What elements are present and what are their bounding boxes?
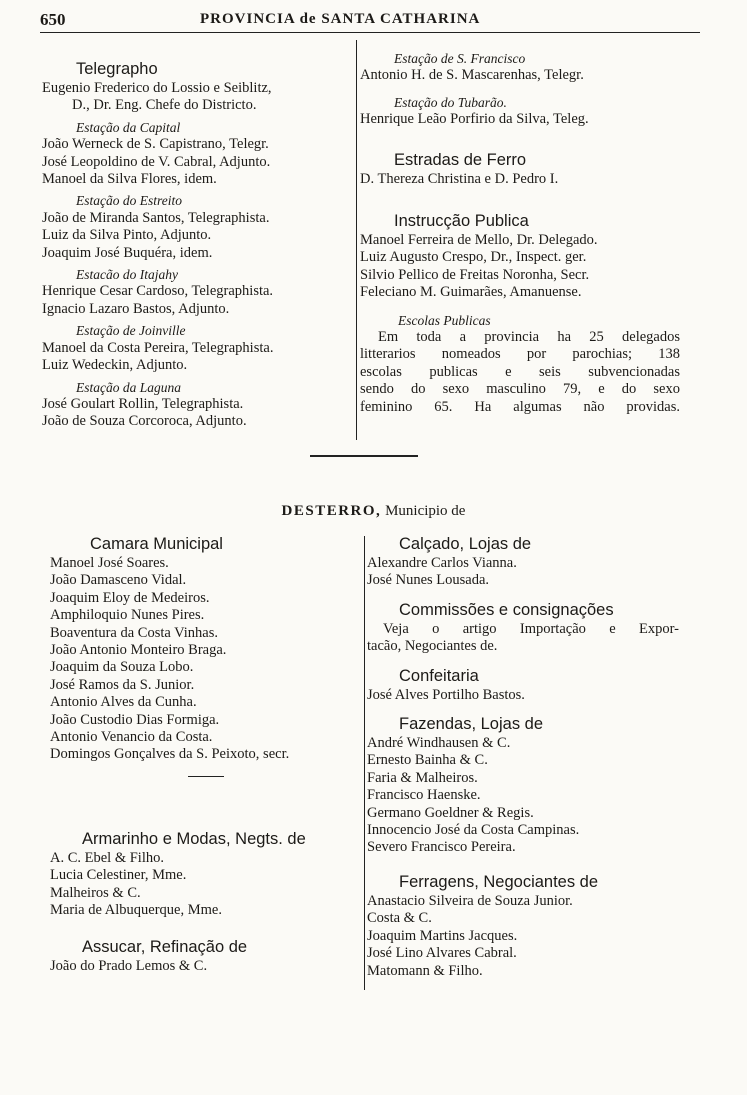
subhead-capital: Estação da Capital (76, 119, 181, 135)
entry-line: Severo Francisco Pereira. (367, 839, 516, 856)
paragraph-line: tacão, Negociantes de. (367, 638, 498, 655)
subhead-tubarao: Estação do Tubarão. (394, 94, 507, 110)
subhead-itajahy: Estacão do Itajahy (76, 267, 178, 283)
page-number: 650 (40, 10, 66, 29)
entry-line: Domingos Gonçalves da S. Peixoto, secr. (50, 746, 290, 763)
heading-telegrapho: Telegrapho (76, 60, 158, 78)
entry-line: Boaventura da Costa Vinhas. (50, 624, 218, 641)
entry-line: Luiz Wedeckin, Adjunto. (42, 357, 188, 374)
entry-line: José Lino Alvares Cabral. (367, 945, 517, 962)
entry-line: Lucia Celestiner, Mme. (50, 867, 187, 884)
entry-line: Ignacio Lazaro Bastos, Adjunto. (42, 300, 230, 317)
entry-line: José Goulart Rollin, Telegraphista. (42, 395, 244, 412)
entry-line: Silvio Pellico de Freitas Noronha, Secr. (360, 266, 590, 283)
section-separator (310, 455, 418, 457)
entry-line: Malheiros & C. (50, 884, 141, 901)
subhead-sao-francisco: Estação de S. Francisco (394, 51, 526, 66)
entry-line: D., Dr. Eng. Chefe do Districto. (72, 97, 257, 114)
paragraph-line: feminino 65. Ha algumas não providas. (360, 398, 680, 415)
section-title-bold: DESTERRO, (281, 503, 382, 519)
entry-line: Joaquim Eloy de Medeiros. (50, 589, 210, 606)
entry-line: Henrique Cesar Cardoso, Telegraphista. (42, 283, 274, 300)
entry-line: André Windhausen & C. (367, 735, 511, 752)
entry-line: Luiz da Silva Pinto, Adjunto. (42, 227, 212, 244)
heading-camara: Camara Municipal (90, 535, 223, 553)
column-divider (356, 40, 357, 440)
entry-line: João de Miranda Santos, Telegraphista. (42, 209, 270, 226)
top-left-column (42, 58, 352, 431)
entry-line: Manoel da Costa Pereira, Telegraphista. (42, 339, 274, 356)
entry-line: José Leopoldino de V. Cabral, Adjunto. (42, 153, 271, 170)
paragraph-line: Veja o artigo Importação e Expor- (383, 620, 679, 637)
subhead-laguna: Estação da Laguna (76, 379, 182, 395)
bottom-left-column-continued (50, 828, 360, 975)
entry-line: Joaquim Martins Jacques. (367, 927, 518, 944)
entry-line: Anastacio Silveira de Souza Junior. (367, 892, 573, 909)
entry-line: Faria & Malheiros. (367, 769, 478, 786)
bottom-right-column (367, 533, 687, 980)
entry-line: José Ramos da S. Junior. (50, 676, 195, 693)
entry-line: João Damasceno Vidal. (50, 572, 187, 589)
heading-armarinho: Armarinho e Modas, Negts. de (82, 830, 306, 848)
entry-line: José Alves Portilho Bastos. (367, 686, 525, 703)
page-header (40, 6, 700, 33)
entry-line: João de Souza Corcoroca, Adjunto. (42, 413, 247, 430)
entry-line: Joaquim da Souza Lobo. (50, 659, 194, 676)
entry-line: Germano Goeldner & Regis. (367, 804, 534, 821)
section-title (0, 503, 747, 520)
entry-line: A. C. Ebel & Filho. (50, 850, 164, 866)
subhead-joinville: Estação de Joinville (76, 323, 186, 339)
paragraph-line: litterarios nomeados por parochias; 138 (360, 346, 680, 363)
section-title-rest: Municipio de (381, 503, 466, 519)
heading-fazendas: Fazendas, Lojas de (399, 715, 544, 734)
entry-line: Manoel Ferreira de Mello, Dr. Delegado. (360, 232, 598, 249)
entry-line: Feleciano M. Guimarães, Amanuense. (360, 284, 582, 301)
entry-line: Antonio Alves da Cunha. (50, 694, 197, 711)
paragraph-line: escolas publicas e seis subvencionadas (360, 363, 680, 380)
entry-line: Manoel da Silva Flores, idem. (42, 171, 217, 188)
entry-line: Luiz Augusto Crespo, Dr., Inspect. ger. (360, 249, 587, 266)
column-divider (364, 536, 365, 990)
entry-line: Innocencio José da Costa Campinas. (367, 822, 580, 839)
entry-line: Ernesto Bainha & C. (367, 752, 488, 769)
heading-confeitaria: Confeitaria (399, 666, 479, 685)
running-title: PROVINCIA de SANTA CATHARINA (200, 11, 481, 27)
entry-line: D. Thereza Christina e D. Pedro I. (360, 170, 559, 187)
bottom-left-column (50, 533, 360, 764)
heading-commissoes: Commissões e consignações (399, 600, 614, 619)
entry-line: Costa & C. (367, 910, 432, 927)
entry-line: José Nunes Lousada. (367, 572, 490, 589)
paragraph-line: sendo do sexo masculino 79, e do sexo (360, 381, 680, 398)
entry-line: Antonio Venancio da Costa. (50, 729, 213, 746)
top-right-column (360, 50, 680, 416)
heading-instruccao: Instrucção Publica (394, 212, 529, 231)
entry-line: Maria de Albuquerque, Mme. (50, 902, 222, 919)
entry-line: João Antonio Monteiro Braga. (50, 642, 227, 659)
entry-line: Joaquim José Buquéra, idem. (42, 244, 213, 261)
entry-line: Francisco Haenske. (367, 787, 481, 804)
entry-line: Matomann & Filho. (367, 962, 483, 979)
entry-line: Antonio H. de S. Mascarenhas, Telegr. (360, 67, 584, 84)
subhead-estreito: Estação do Estreito (76, 193, 182, 209)
entry-line: Amphiloquio Nunes Pires. (50, 607, 205, 624)
entry-line: João do Prado Lemos & C. (50, 957, 208, 974)
entry-line: Alexandre Carlos Vianna. (367, 555, 517, 571)
heading-assucar: Assucar, Refinação de (82, 937, 248, 956)
paragraph-line: Em toda a provincia ha 25 delegados (378, 329, 680, 346)
subhead-escolas: Escolas Publicas (398, 312, 491, 328)
heading-estradas: Estradas de Ferro (394, 150, 527, 169)
entry-line: Manoel José Soares. (50, 555, 169, 571)
entry-line: Henrique Leão Porfirio da Silva, Teleg. (360, 111, 589, 128)
short-rule (188, 776, 224, 777)
entry-line: João Werneck de S. Capistrano, Telegr. (42, 136, 269, 153)
entry-line: João Custodio Dias Formiga. (50, 711, 220, 728)
heading-calcado: Calçado, Lojas de (399, 535, 532, 553)
heading-ferragens: Ferragens, Negociantes de (399, 872, 599, 891)
entry-line: Eugenio Frederico do Lossio e Seiblitz, (42, 80, 272, 96)
